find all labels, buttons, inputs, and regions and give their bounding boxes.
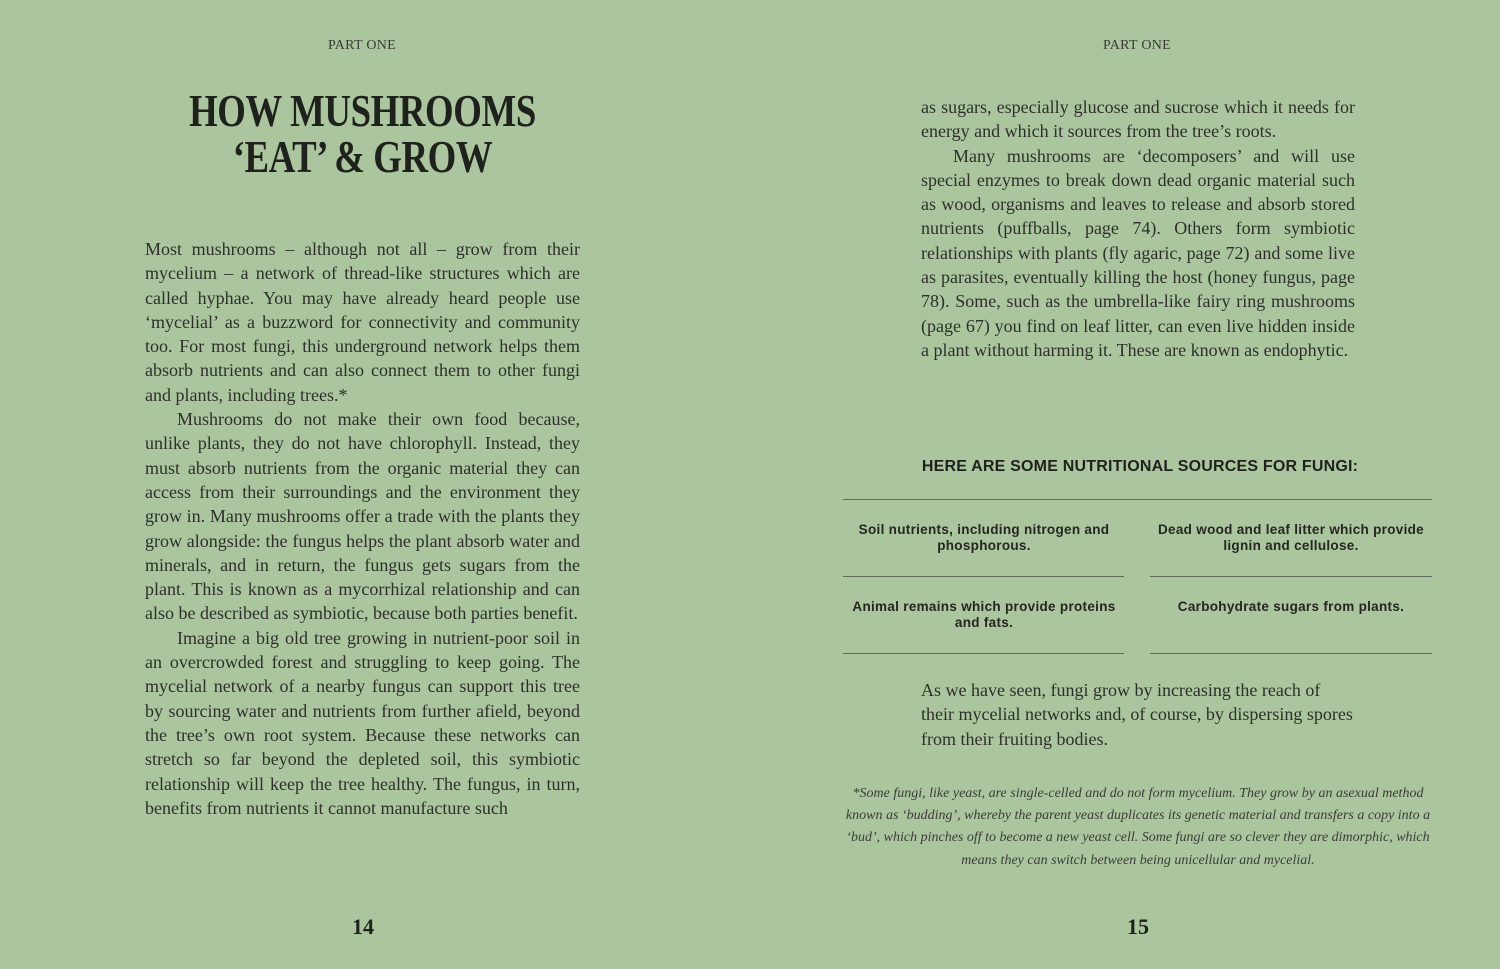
paragraph: Most mushrooms – although not all – grow from their mycelium – a network of thread-like structures which are called hyphae. You may have already heard people use ‘mycelial’ as a buzzword for connectivity and community too. For most fungi, this underground network helps them absorb nutrients and can also connect them to other fungi and plants, including trees.* [145,239,580,405]
paragraph: Mushrooms do not make their own food because, unlike plants, they do not have chlorophyll. Instead, they must absorb nutrients from the organic material they can access from their surroundings and the environment they grow in. Many mushrooms offer a trade with the plants they grow alongside: the fungus helps the plant absorb water and minerals, and in return, the fungus gets sugars from the plant. This is known as a mycorrhizal relationship and can also be described as symbiotic, because both parties benefit. [145,409,580,624]
source-item-carbohydrate: Carbohydrate sugars from plants. [1177,599,1405,614]
sources-heading: HERE ARE SOME NUTRITIONAL SOURCES FOR FUNGI: [921,458,1359,475]
chapter-title-line-1: HOW MUSHROOMS [189,85,536,136]
page-number-right: 15 [1127,914,1149,939]
running-head-right: PART ONE [1102,38,1172,53]
source-item-animal-remains: Animal remains which provide proteins and fats. [852,599,1116,630]
divider-rule [1150,576,1432,577]
right-body-text [921,95,1355,362]
page-number-left: 14 [352,914,374,939]
divider-rule [1150,653,1432,654]
divider-rule [843,499,1432,500]
source-item-dead-wood: Dead wood and leaf litter which provide lignin and cellulose. [1158,522,1424,553]
closing-paragraph: As we have seen, fungi grow by increasing the reach of their mycelial networks and, of course, by dispersing spores from their fruiting bodies. [921,680,1353,749]
running-head-left: PART ONE [327,38,397,53]
divider-rule [843,653,1124,654]
chapter-title [189,85,537,182]
left-body-text [145,237,580,820]
source-item-soil: Soil nutrients, including nitrogen and phosphorous. [858,522,1110,553]
chapter-title-line-2: ‘EAT’ & GROW [232,131,493,182]
footnote: *Some fungi, like yeast, are single-celled and do not form mycelium. They grow by an asexual method known as ‘budding’, whereby the parent yeast duplicates its genetic material and transfers a copy into a ‘bud’, which pinches off to become a new yeast cell. Some fungi are so clever they are dimorphic, which means they can switch between being unicellular and mycelial. [845,786,1431,868]
paragraph: as sugars, especially glucose and sucrose which it needs for energy and which it sources from the tree’s roots. [921,97,1355,142]
paragraph: Many mushrooms are ‘decomposers’ and will use special enzymes to break down dead organic material such as wood, organisms and leaves to release and absorb stored nutrients (puffballs, page 74). Others form symbiotic relationships with plants (fly agaric, page 72) and some live as parasites, eventually killing the host (honey fungus, page 78). Some, such as the umbrella-like fairy ring mushrooms (page 67) you find on leaf litter, can even live hidden inside a plant without harming it. These are known as endophytic. [921,145,1355,360]
divider-rule [843,576,1124,577]
paragraph: Imagine a big old tree growing in nutrient-poor soil in an overcrowded forest and struggling to keep going. The mycelial network of a nearby fungus can support this tree by sourcing water and nutrients from further afield, beyond the tree’s own root system. Because these networks can stretch so far beyond the depleted soil, this symbiotic relationship will keep the tree healthy. The fungus, in turn, benefits from nutrients it cannot manufacture such [145,627,580,818]
right-page [750,0,1500,969]
